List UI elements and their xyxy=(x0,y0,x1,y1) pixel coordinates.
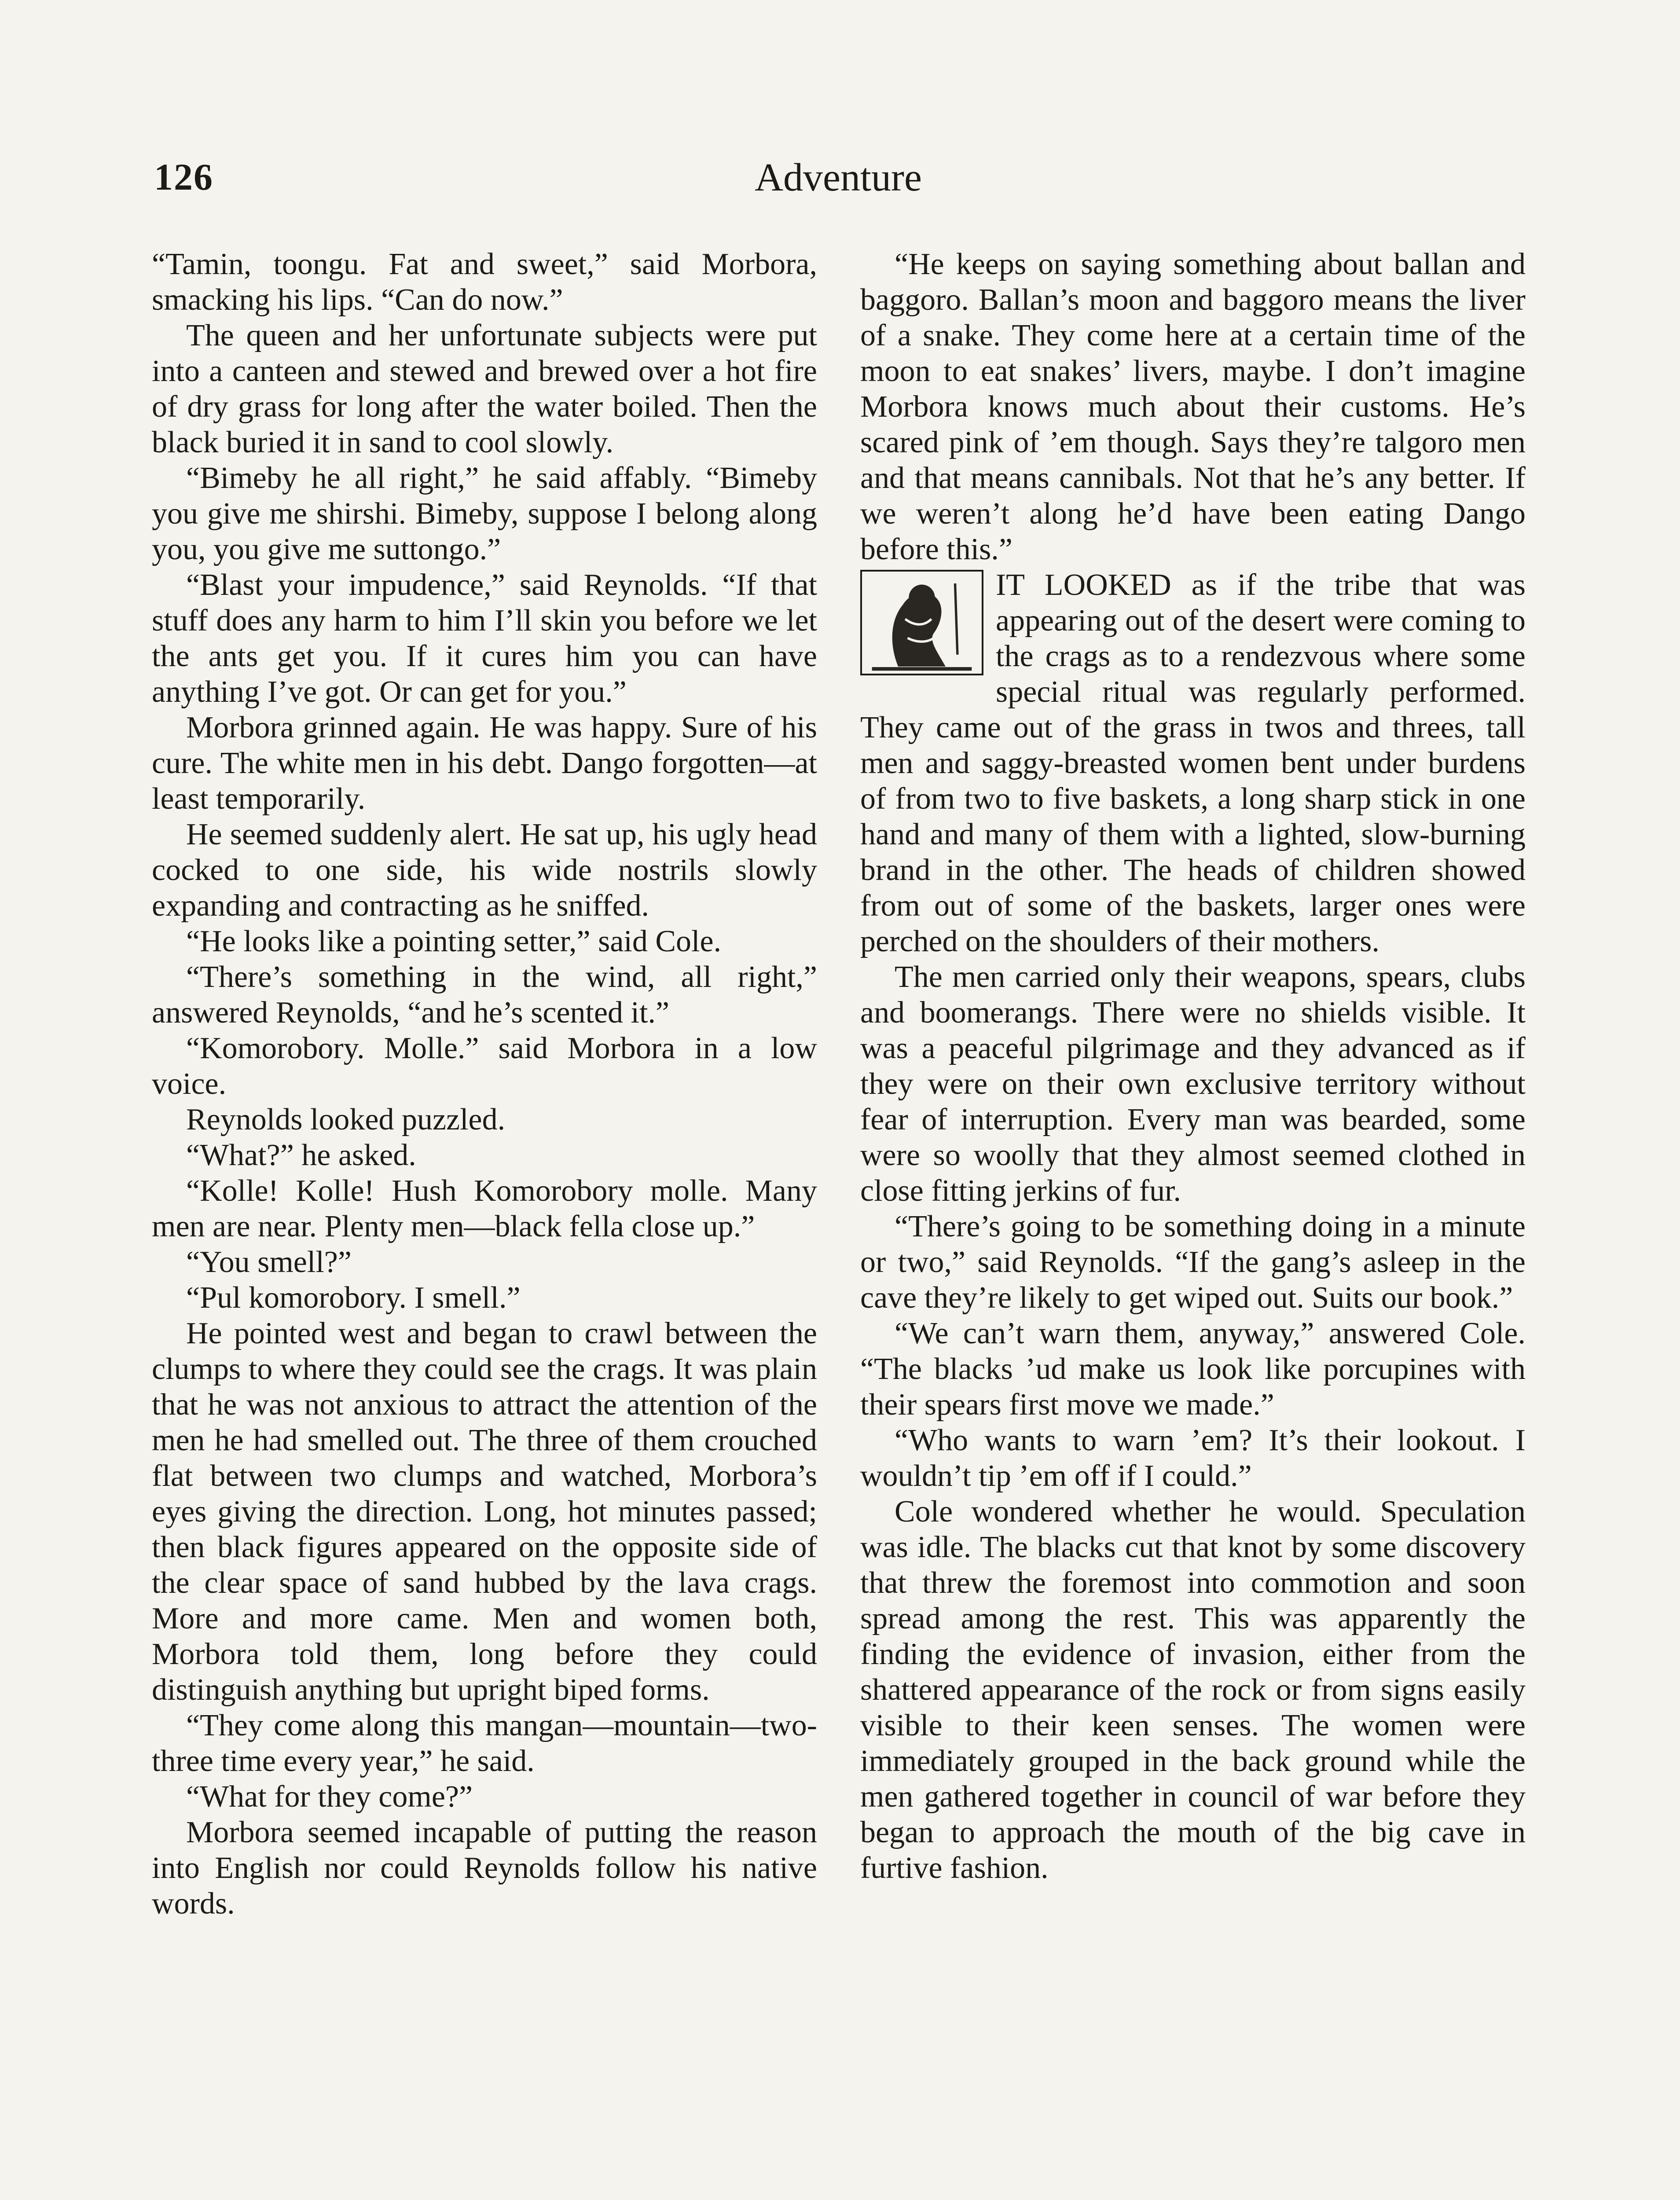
paragraph: “They come along this mangan—mountain—two-three time every year,” he said. xyxy=(152,1709,817,1778)
paragraph: “You smell?” xyxy=(186,1245,352,1279)
paragraph: Cole wondered whether he would. Speculation was idle. The blacks cut that knot by some discovery that threw the foremost into commotion and soon spread among the rest. This was apparently the finding the evidence of invasion, either from the shattered appearance of the rock or from signs easily visible to their keen senses. The women were immediately grouped in the back ground while the men gathered together in council of war before they began to approach the mouth of the big cave in furtive fashion. xyxy=(860,1495,1526,1885)
paragraph: IT LOOKED as if the tribe that was appearing out of the desert were coming to the crags as to a rendezvous where some special ritual was regularly performed. They came out of the grass in twos and threes, tall men and saggy-breasted women bent under burdens of from two to five baskets, a long sharp stick in one hand and many of them with a lighted, slow-burning brand in the other. The heads of children showed from out of some of the baskets, larger ones were perched on the shoulders of their mothers. xyxy=(860,568,1526,958)
paragraph: Morbora seemed incapable of putting the reason into English nor could Reynolds follow his native words. xyxy=(152,1815,817,1921)
paragraph: “Tamin, toongu. Fat and sweet,” said Morbora, smacking his lips. “Can do now.” xyxy=(152,247,817,317)
paragraph: “We can’t warn them, anyway,” answered Cole. “The blacks ’ud make us look like porcupines with their spears first move we made.” xyxy=(860,1316,1526,1422)
paragraph: “Pul komorobory. I smell.” xyxy=(186,1281,521,1315)
paragraph: “Bimeby he all right,” he said affably. “Bimeby you give me shirshi. Bimeby, suppose I belong along you, you give me suttongo.” xyxy=(152,461,817,566)
drop-cap-illustration xyxy=(860,570,983,675)
paragraph: “Blast your impudence,” said Reynolds. “If that stuff does any harm to him I’ll skin you before we let the ants get you. If it cures him you can have anything I’ve got. Or can get for you.” xyxy=(152,568,817,709)
paragraph: He seemed suddenly alert. He sat up, his ugly head cocked to one side, his wide nostrils slowly expanding and contracting as he sniffed. xyxy=(152,818,817,923)
paragraph: “He keeps on saying something about ballan and baggoro. Ballan’s moon and baggoro means the liver of a snake. They come here at a certain time of the moon to eat snakes’ livers, maybe. I don’t imagine Morbora knows much about their customs. He’s scared pink of ’em though. Says they’re talgoro men and that means cannibals. Not that he’s any better. If we weren’t along he’d have been eating Dango before this.” xyxy=(860,247,1526,566)
paragraph: “There’s going to be something doing in a minute or two,” said Reynolds. “If the gang’s asleep in the cave they’re likely to get wiped out. Suits our book.” xyxy=(860,1210,1526,1315)
paragraph: Morbora grinned again. He was happy. Sure of his cure. The white men in his debt. Dango forgotten—at least temporarily. xyxy=(152,711,817,816)
paragraph: “Who wants to warn ’em? It’s their lookout. I wouldn’t tip ’em off if I could.” xyxy=(860,1423,1526,1493)
left-column xyxy=(152,246,817,1921)
paragraph: “There’s something in the wind, all right,” answered Reynolds, “and he’s scented it.” xyxy=(152,960,817,1030)
magazine-title: Adventure xyxy=(755,156,922,199)
paragraph: The queen and her unfortunate subjects were put into a canteen and stewed and brewed over a hot fire of dry grass for long after the water boiled. Then the black buried it in sand to cool slowly. xyxy=(152,319,817,459)
paragraph: “Komorobory. Molle.” said Morbora in a low voice. xyxy=(152,1031,817,1101)
figure-icon xyxy=(862,572,982,674)
right-column xyxy=(860,246,1526,1886)
paragraph: “What?” he asked. xyxy=(186,1138,416,1172)
paragraph: “He looks like a pointing setter,” said Cole. xyxy=(186,924,722,958)
page-header xyxy=(150,155,1527,203)
paragraph: He pointed west and began to crawl between the clumps to where they could see the crags. It was plain that he was not anxious to attract the attention of the men he had smelled out. The three of them crouched flat between two clumps and watched, Morbora’s eyes giving the direction. Long, hot minutes passed; then black figures appeared on the opposite side of the clear space of sand hubbed by the lava crags. More and more came. Men and women both, Morbora told them, long before they could distinguish anything but upright biped forms. xyxy=(152,1316,817,1707)
paragraph: Reynolds looked puzzled. xyxy=(186,1103,506,1137)
paragraph: “What for they come?” xyxy=(186,1780,473,1814)
paragraph: “Kolle! Kolle! Hush Komorobory molle. Many men are near. Plenty men—black fella close up.” xyxy=(152,1174,817,1243)
page-number: 126 xyxy=(154,156,213,198)
paragraph: The men carried only their weapons, spears, clubs and boomerangs. There were no shields visible. It was a peaceful pilgrimage and they advanced as if they were on their own exclusive territory without fear of interruption. Every man was bearded, some were so woolly that they almost seemed clothed in close fitting jerkins of fur. xyxy=(860,960,1526,1208)
